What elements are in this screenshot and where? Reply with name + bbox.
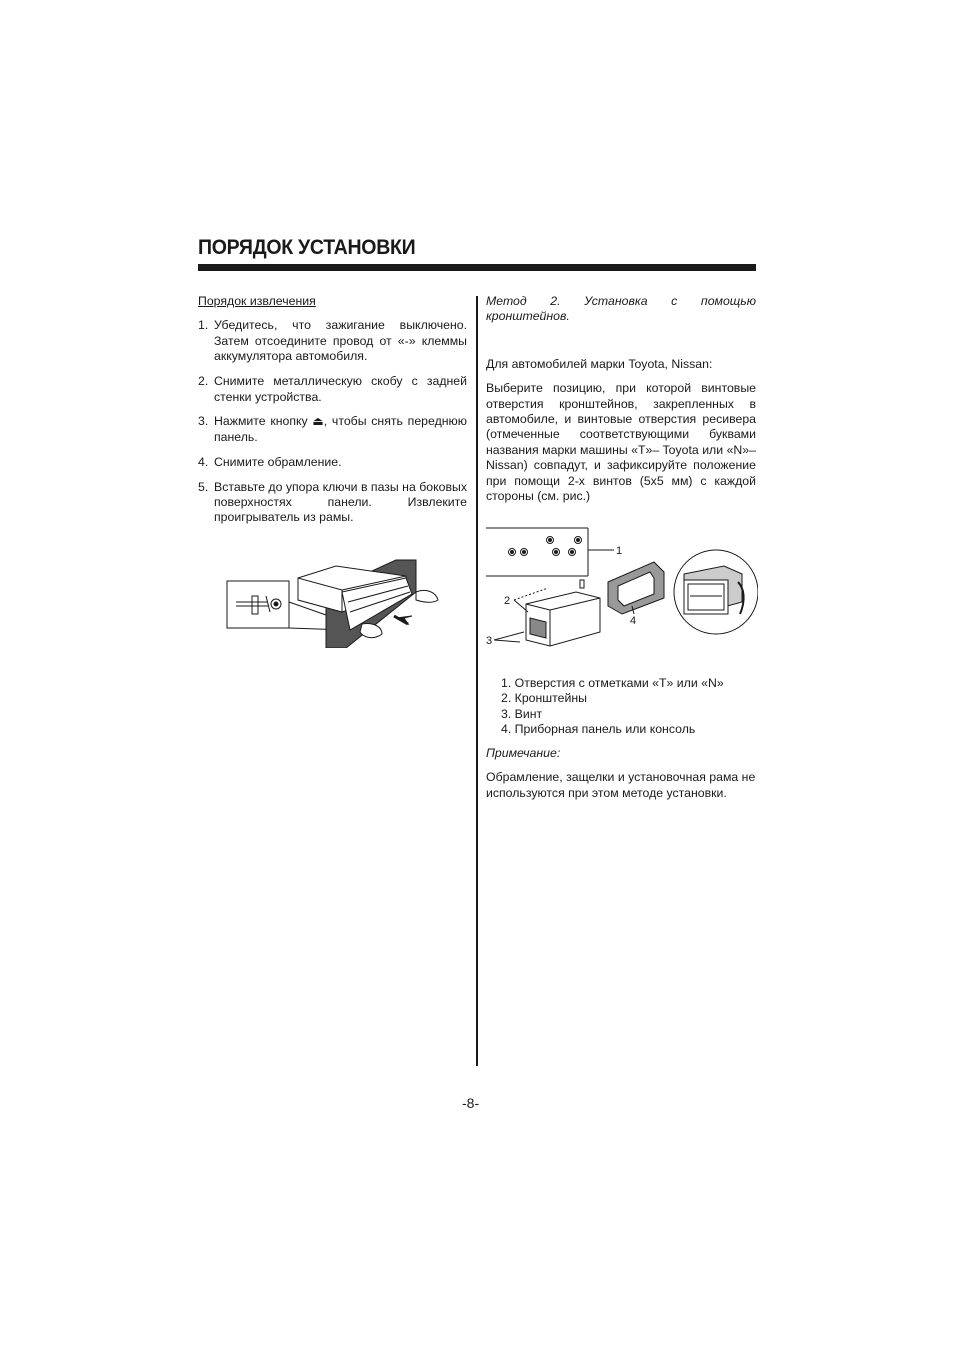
step-text-before: Нажмите кнопку xyxy=(214,414,313,429)
method-heading: Метод 2. Установка с помощью кронштейнов. xyxy=(486,294,756,324)
diagram-label-2: 2 xyxy=(504,595,511,607)
title-rule xyxy=(198,264,756,271)
list-item xyxy=(198,374,467,405)
list-item xyxy=(198,455,467,470)
note-text: Обрамление, защелки и установочная рама не используются при этом методе установки. xyxy=(486,770,756,800)
list-item xyxy=(198,318,467,364)
page-number: -8- xyxy=(462,1095,480,1111)
bracket-installation-diagram xyxy=(484,522,758,652)
step-number: 3. xyxy=(198,414,209,429)
list-item xyxy=(198,480,467,526)
step-text-after: , чтобы снять переднюю панель. xyxy=(214,414,467,444)
instruction-text: Выберите позицию, при которой винтовые отверстия кронштейнов, закрепленных в автомобиле, и винтовые отверстия ресивера (отмеченные соответствующими буквами названия марки машины «T»– Toyota или «N»– Nissan) совпадут, и зафиксируйте положение при помощи 2-х винтов (5x5 мм) с каждой стороны (см. рис.) xyxy=(486,381,756,504)
note-title: Примечание: xyxy=(486,746,561,760)
step-text: Убедитесь, что зажигание выключено. Затем отсоедините провод от «-» клеммы аккумулятора автомобиля. xyxy=(214,318,467,364)
removal-keys-illustration xyxy=(226,552,446,648)
step-number: 1. xyxy=(198,318,209,333)
diagram-label-1: 1 xyxy=(616,545,623,557)
cars-line: Для автомобилей марки Toyota, Nissan: xyxy=(486,356,713,371)
list-item xyxy=(198,414,467,445)
step-number: 5. xyxy=(198,479,209,494)
step-text xyxy=(214,414,467,445)
page-title: ПОРЯДОК УСТАНОВКИ xyxy=(198,236,416,259)
legend-item: 4. Приборная панель или консоль xyxy=(501,722,696,737)
step-text: Вставьте до упора ключи в пазы на боковых поверхностях панели. Извлеките проигрыватель из рамы. xyxy=(214,479,467,525)
legend-item: 2. Кронштейны xyxy=(501,691,588,706)
column-divider xyxy=(476,296,478,1066)
eject-icon: ⏏ xyxy=(312,414,324,429)
removal-steps xyxy=(198,318,467,525)
note-block xyxy=(486,746,756,801)
diagram-label-4: 4 xyxy=(630,615,637,627)
step-number: 2. xyxy=(198,374,209,389)
diagram-legend xyxy=(501,676,724,738)
legend-item: 3. Винт xyxy=(501,706,543,721)
step-text: Снимите обрамление. xyxy=(214,454,342,469)
right-column xyxy=(486,294,756,504)
step-number: 4. xyxy=(198,454,209,469)
removal-heading: Порядок извлечения xyxy=(198,294,316,308)
step-text: Снимите металлическую скобу с задней стенки устройства. xyxy=(214,374,467,404)
legend-item: 1. Отверстия с отметками «T» или «N» xyxy=(501,676,724,690)
left-column xyxy=(198,294,467,535)
diagram-label-3: 3 xyxy=(486,635,493,647)
